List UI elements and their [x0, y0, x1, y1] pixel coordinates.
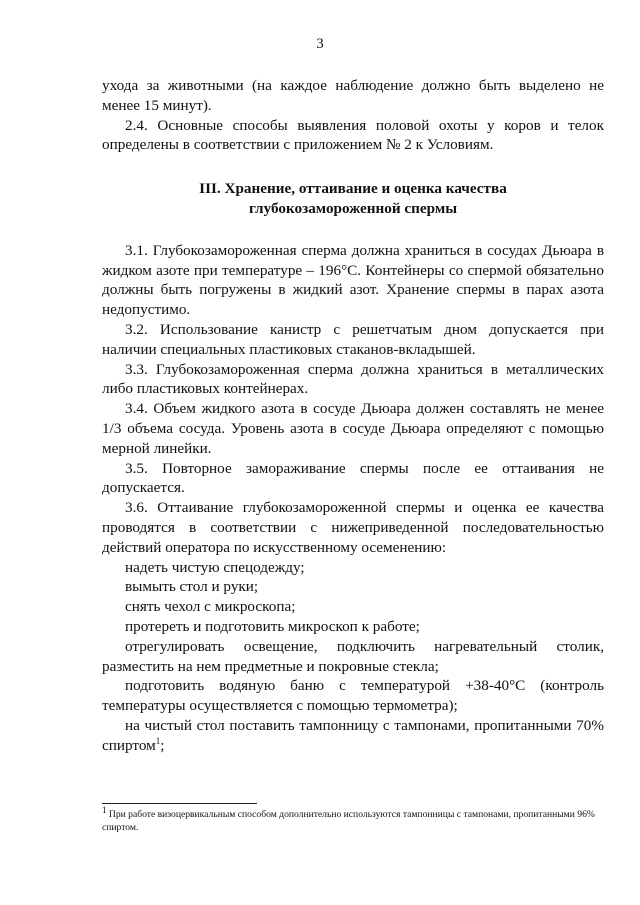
step-text: на чистый стол поставить тампонницу с тампонами, пропитанными 70% спиртом: [102, 716, 604, 754]
section-heading: [102, 179, 604, 219]
paragraph-3-2: 3.2. Использование канистр с решетчатым дном допускается при наличии специальных пластиковых стаканов-вкладышей.: [102, 320, 604, 358]
document-body: [102, 76, 604, 756]
footnote-text: При работе визоцервикальным способом дополнительно используются тампонницы с тампонами, пропитанными 96% спиртом.: [102, 809, 595, 833]
step-item: надеть чистую спецодежду;: [125, 558, 305, 576]
footnote-reference: 1: [155, 735, 161, 746]
paragraph-3-4: 3.4. Объем жидкого азота в сосуде Дьюара должен составлять не менее 1/3 объема сосуда. Уровень азота в сосуде Дьюара определяют с помощью мерной линейки.: [102, 400, 604, 457]
page-number: 3: [316, 36, 324, 52]
step-item-with-footnote: [102, 716, 604, 756]
step-end: ;: [160, 736, 165, 754]
paragraph-3-3: 3.3. Глубокозамороженная сперма должна храниться в металлических либо пластиковых контейнерах.: [102, 360, 604, 398]
section-title-line-2: глубокозамороженной спермы: [248, 199, 458, 217]
paragraph-3-5: 3.5. Повторное замораживание спермы после ее оттаивания не допускается.: [102, 459, 604, 497]
step-item: подготовить водяную баню с температурой +38-40°С (контроль температуры осуществляется с помощью термометра);: [102, 677, 604, 715]
footnote-divider: [102, 803, 257, 804]
footnote-mark: 1: [102, 804, 107, 815]
paragraph-3-6: 3.6. Оттаивание глубокозамороженной спермы и оценка ее качества проводятся в соответствии с нижеприведенной последовательностью действий оператора по искусственному осеменению:: [102, 499, 604, 556]
paragraph-3-1: 3.1. Глубокозамороженная сперма должна храниться в сосудах Дьюара в жидком азоте при температуре – 196°С. Контейнеры со спермой обязательно должны быть погружены в жидкий азот. Хранение спермы в парах азота недопустимо.: [102, 241, 604, 319]
step-item: отрегулировать освещение, подключить нагревательный столик, разместить на нем предметные и покровные стекла;: [102, 637, 604, 675]
footnote: [102, 804, 607, 834]
step-item: снять чехол с микроскопа;: [125, 598, 296, 616]
paragraph-2-4: 2.4. Основные способы выявления половой охоты у коров и телок определены в соответствии с приложением № 2 к Условиям.: [102, 116, 604, 154]
step-item: вымыть стол и руки;: [125, 578, 259, 596]
section-title-line-1: III. Хранение, оттаивание и оценка качества: [199, 180, 507, 198]
step-item: протереть и подготовить микроскоп к работе;: [125, 617, 420, 635]
paragraph-continuation: ухода за животными (на каждое наблюдение должно быть выделено не менее 15 минут).: [102, 77, 604, 114]
